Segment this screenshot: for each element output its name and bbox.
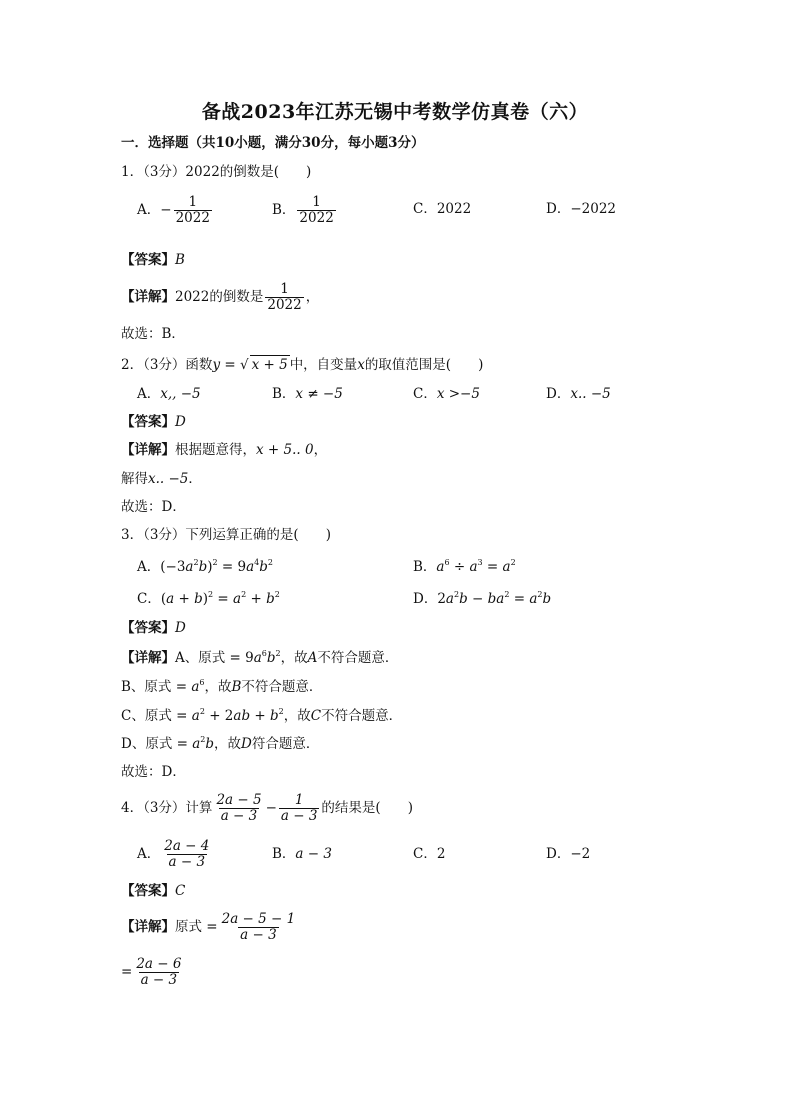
q3-detail-c: C、原式 = $a^2 + 2ab + b^2$，故C不符合题意． (121, 707, 403, 724)
q3-detail-b: B、原式 = $a^6$，故B不符合题意． (121, 678, 323, 695)
q1-answer: 【答案】B (121, 252, 185, 268)
q1-detail: 【详解】2022的倒数是 $\frac{1}{2022}$ ， (121, 281, 320, 313)
q1-option-b: B． $\frac{1}{2022}$ (272, 194, 334, 226)
q1-option-d: D．−2022 (546, 201, 616, 217)
q4-answer: 【答案】C (121, 883, 186, 899)
q3-option-b: B．$a^6 \div a^3 = a^2$ (413, 558, 516, 575)
q4-step: = $\frac{2a - 6}{a - 3}$ (121, 956, 182, 988)
q4-detail: 【详解】原式 = $\frac{2a - 5 - 1}{a - 3}$ (121, 911, 296, 943)
q1-choose: 故选：B． (121, 326, 185, 342)
q2-solve: 解得x.. −5． (121, 471, 202, 487)
q4-option-d: D．−2 (546, 846, 591, 862)
q4-option-b: B．a − 3 (272, 846, 332, 862)
q2-option-b: B．x ≠ −5 (272, 386, 343, 402)
q2-option-d: D．x.. −5 (546, 386, 611, 402)
section-heading: 一．选择题（共10小题，满分30分，每小题3分） (121, 135, 425, 151)
q4-option-a: A． $\frac{2a - 4}{a - 3}$ (137, 838, 210, 870)
q3-option-d: D．$2a^2b - ba^2 = a^2b$ (413, 590, 552, 607)
q3-answer: 【答案】D (121, 620, 186, 636)
q2-option-a: A．x,, −5 (137, 386, 201, 402)
q3-detail-a: 【详解】A、原式 = $9a^6b^2$，故A不符合题意． (121, 649, 399, 666)
q2-choose: 故选：D． (121, 499, 186, 515)
q2-option-c: C．x >−5 (413, 386, 480, 402)
q1-option-a: A．− $\frac{1}{2022}$ (137, 194, 210, 226)
q2-detail: 【详解】根据题意得，x + 5.. 0， (121, 442, 328, 458)
q4-stem: 4．（3分）计算 $\frac{2a - 5}{a - 3}$ − $\frac{1}{a - 3}$ 的结果是( ) (121, 792, 413, 824)
q3-stem: 3．（3分）下列运算正确的是( ) (121, 527, 331, 543)
q1-stem: 1．（3分）2022的倒数是( ) (121, 164, 312, 180)
q2-stem: 2．（3分）函数y = √ x + 5 中，自变量x的取值范围是( ) (121, 357, 484, 373)
q1-option-c: C．2022 (413, 201, 472, 217)
q4-option-c: C．2 (413, 846, 446, 862)
q3-detail-d: D、原式 = $a^2b$，故D符合题意． (121, 735, 320, 752)
page-title: 备战2023年江苏无锡中考数学仿真卷（六） (201, 101, 589, 123)
q3-option-a: A．$(-3a^2b)^2 = 9a^4b^2$ (137, 558, 273, 575)
q3-choose: 故选：D． (121, 764, 186, 780)
q3-option-c: C．$(a + b)^2 = a^2 + b^2$ (137, 590, 280, 607)
q2-answer: 【答案】D (121, 414, 186, 430)
